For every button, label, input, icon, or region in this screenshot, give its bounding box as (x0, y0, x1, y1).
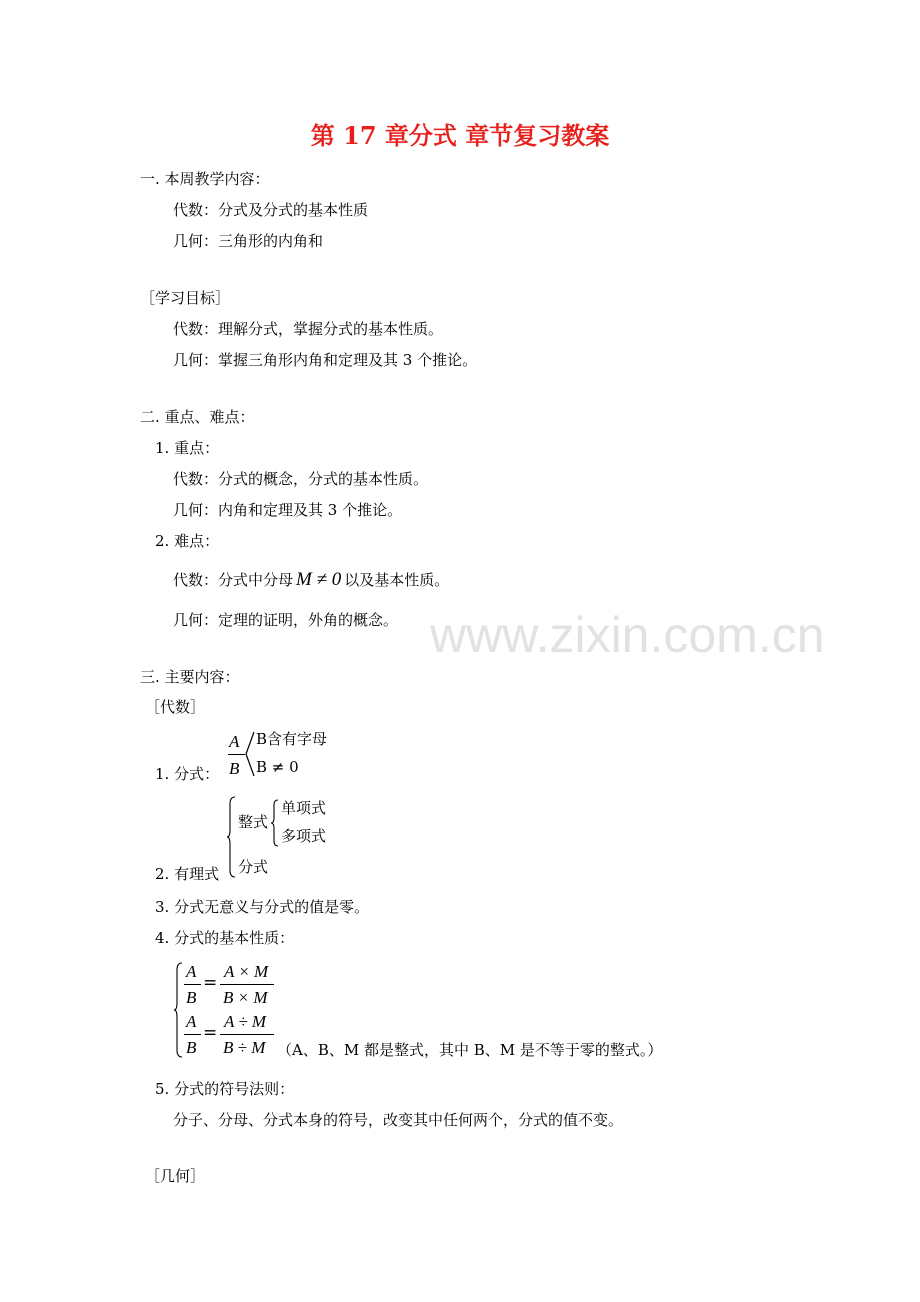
property-curly-brace-icon (173, 962, 183, 1058)
denominator-condition-math: M ≠ 0 (296, 569, 342, 590)
item1-denominator: B (229, 759, 240, 778)
section3-heading: 三. 主要内容： (140, 668, 240, 686)
eq2-lhs-denominator: B (186, 1038, 197, 1057)
difficult-points-geometry: 几何：定理的证明，外角的概念。 (173, 611, 399, 629)
item1-condition-nonzero: B ≠ 0 (256, 758, 299, 776)
difficult-points-algebra (173, 570, 449, 589)
difficult-points-label: 2. 难点： (155, 532, 220, 550)
item2-fraction: 分式 (238, 858, 269, 876)
angle-bracket-icon (244, 730, 256, 778)
item5-text: 分子、分母、分式本身的符号，改变其中任何两个，分式的值不变。 (173, 1111, 624, 1129)
item3-text: 3. 分式无意义与分式的值是零。 (155, 898, 370, 916)
key-points-label: 1. 重点： (155, 439, 220, 457)
eq2-rhs-denominator: B ÷ M (223, 1038, 266, 1057)
key-points-algebra: 代数：分式的概念，分式的基本性质。 (173, 470, 429, 488)
section1-heading: 一. 本周教学内容： (140, 170, 270, 188)
key-points-geometry: 几何：内角和定理及其 3 个推论。 (173, 501, 403, 519)
eq1-lhs-numerator: A (186, 962, 197, 981)
item1-condition-letters: B含有字母 (256, 730, 328, 748)
item1-fraction-bar (228, 754, 245, 755)
item2-integral: 整式 (238, 813, 269, 831)
eq2-equals: = (203, 1023, 218, 1043)
geometry-tag: ［几何］ (145, 1167, 206, 1185)
item2-polynomial: 多项式 (281, 827, 327, 845)
item2-label: 2. 有理式 (155, 865, 220, 883)
section1-geometry: 几何：三角形的内角和 (173, 232, 324, 250)
eq1-equals: = (203, 973, 218, 993)
outer-curly-brace-icon (226, 796, 236, 878)
inner-curly-brace-icon (270, 799, 279, 847)
item1-label: 1. 分式： (155, 765, 220, 783)
item4-label: 4. 分式的基本性质： (155, 929, 295, 947)
goals-geometry: 几何：掌握三角形内角和定理及其 3 个推论。 (173, 351, 478, 369)
eq1-lhs-bar (184, 984, 201, 985)
eq1-rhs-bar (220, 984, 274, 985)
eq2-lhs-bar (184, 1034, 201, 1035)
eq2-rhs-bar (220, 1034, 274, 1035)
difficult-algebra-prefix: 代数：分式中分母 (173, 571, 294, 589)
section1-algebra: 代数：分式及分式的基本性质 (173, 201, 369, 219)
section2-heading: 二. 重点、难点： (140, 408, 255, 426)
item5-label: 5. 分式的符号法则： (155, 1080, 295, 1098)
goals-heading: ［学习目标］ (140, 289, 231, 307)
watermark: www.zixin.com.cn (430, 607, 825, 663)
eq2-lhs-numerator: A (186, 1012, 197, 1031)
item2-monomial: 单项式 (281, 799, 327, 817)
eq2-rhs-numerator: A ÷ M (224, 1012, 267, 1031)
difficult-algebra-suffix: 以及基本性质。 (344, 571, 450, 589)
eq1-lhs-denominator: B (186, 988, 197, 1007)
page-title: 第 17 章分式 章节复习教案 (310, 121, 610, 150)
item4-note: （A、B、M 都是整式，其中 B、M 是不等于零的整式。） (277, 1041, 663, 1059)
eq1-rhs-denominator: B × M (223, 988, 268, 1007)
item1-numerator: A (229, 732, 240, 751)
eq1-rhs-numerator: A × M (224, 962, 269, 981)
algebra-tag: ［代数］ (145, 698, 206, 716)
goals-algebra: 代数：理解分式，掌握分式的基本性质。 (173, 320, 444, 338)
